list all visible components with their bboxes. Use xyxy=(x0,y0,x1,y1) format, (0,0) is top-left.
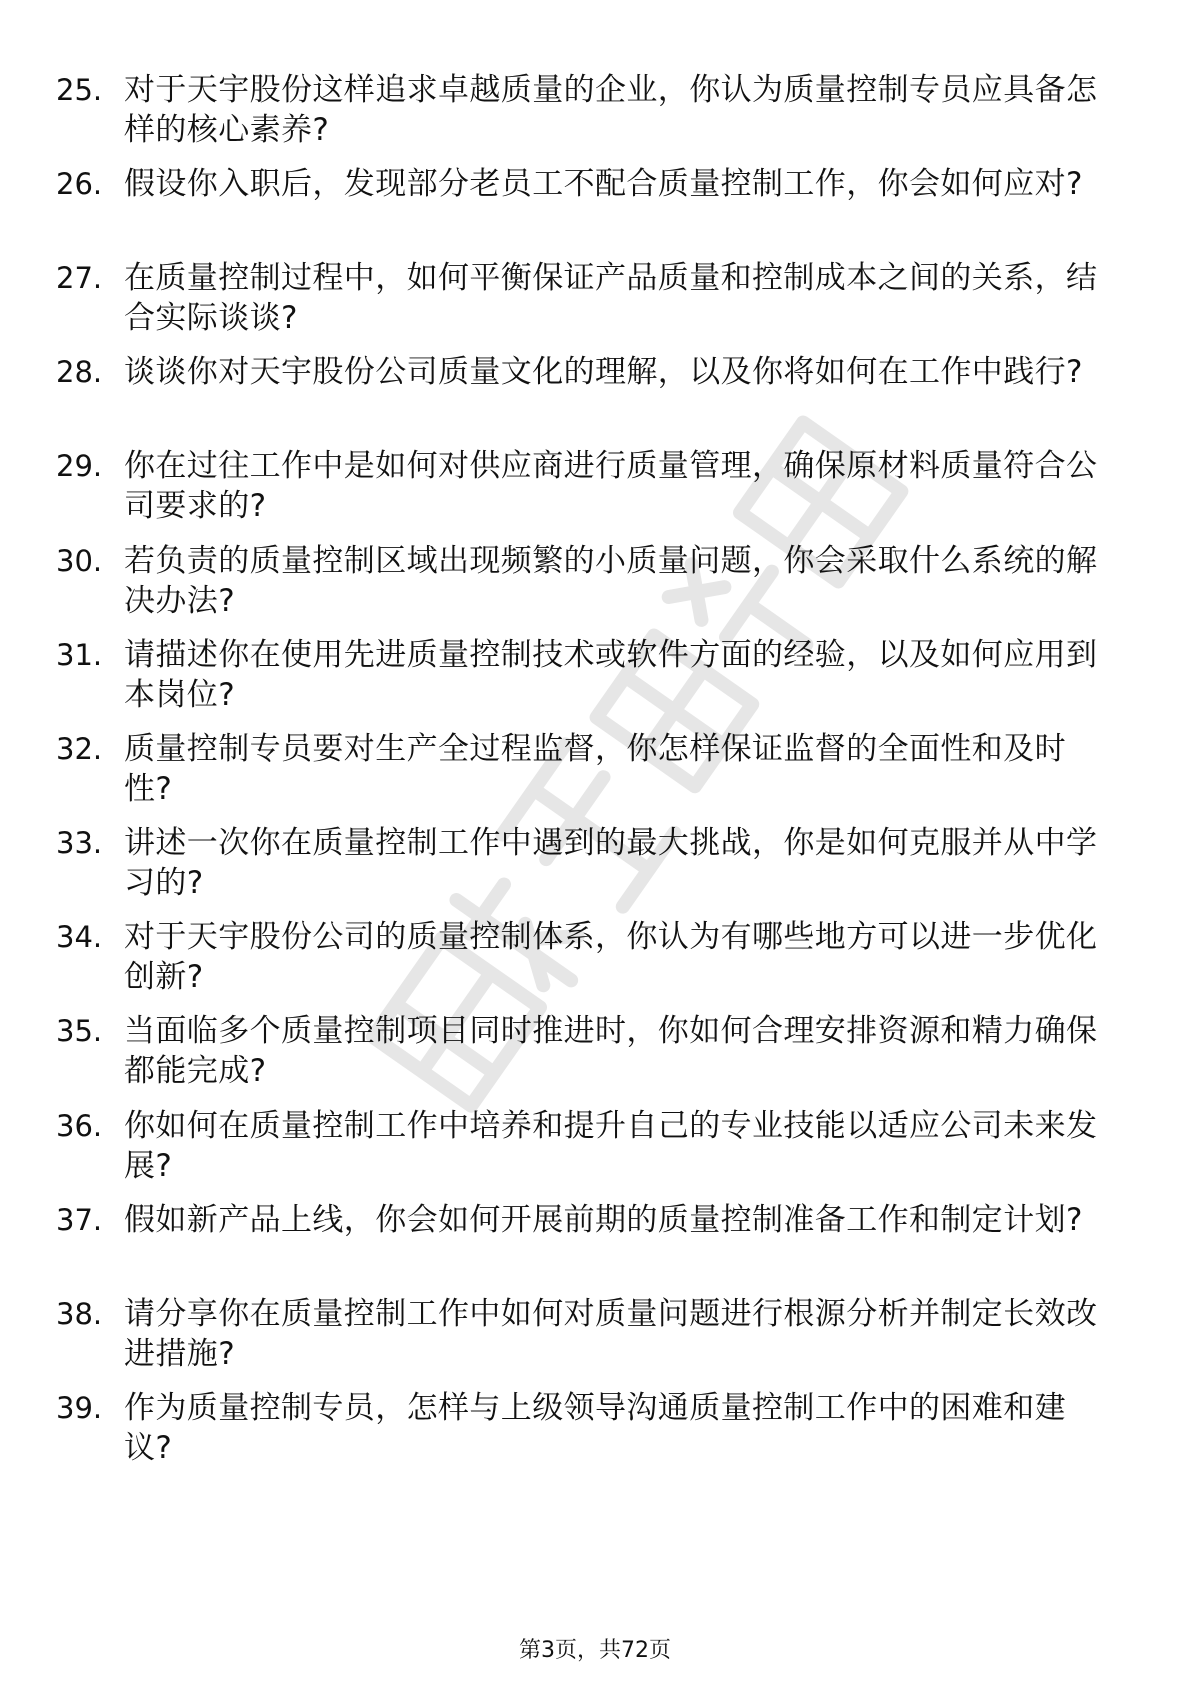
question-number: 27. xyxy=(56,261,103,295)
question-text: 假设你入职后，发现部分老员工不配合质量控制工作，你会如何应对? xyxy=(124,166,1083,202)
question-text: 假如新产品上线，你会如何开展前期的质量控制准备工作和制定计划? xyxy=(124,1202,1083,1238)
page-footer: 第3页，共72页 xyxy=(519,1638,671,1663)
question-text: 请分享你在质量控制工作中如何对质量问题进行根源分析并制定长效改进措施? xyxy=(124,1296,1098,1372)
question-item xyxy=(56,823,1116,913)
question-text: 谈谈你对天宇股份公司质量文化的理解，以及你将如何在工作中践行? xyxy=(124,354,1083,390)
question-number: 32. xyxy=(56,732,103,766)
question-item xyxy=(56,917,1116,1007)
question-item xyxy=(56,635,1116,725)
question-text: 质量控制专员要对生产全过程监督，你怎样保证监督的全面性和及时性? xyxy=(124,731,1066,807)
question-item xyxy=(56,164,1116,254)
question-text: 请描述你在使用先进质量控制技术或软件方面的经验，以及如何应用到本岗位? xyxy=(124,637,1098,713)
question-number: 29. xyxy=(56,449,103,483)
question-text: 讲述一次你在质量控制工作中遇到的最大挑战，你是如何克服并从中学习的? xyxy=(124,825,1098,901)
question-number: 39. xyxy=(56,1391,103,1425)
question-item xyxy=(56,70,1116,160)
question-text: 在质量控制过程中，如何平衡保证产品质量和控制成本之间的关系，结合实际谈谈? xyxy=(124,260,1098,336)
question-number: 30. xyxy=(56,544,103,578)
question-item xyxy=(56,1200,1116,1290)
question-text: 对于天宇股份这样追求卓越质量的企业，你认为质量控制专员应具备怎样的核心素养? xyxy=(124,72,1098,148)
question-number: 38. xyxy=(56,1297,103,1331)
question-text: 若负责的质量控制区域出现频繁的小质量问题，你会采取什么系统的解决办法? xyxy=(124,543,1098,619)
question-item xyxy=(56,446,1116,536)
question-item xyxy=(56,1294,1116,1384)
question-number: 36. xyxy=(56,1109,103,1143)
question-text: 作为质量控制专员，怎样与上级领导沟通质量控制工作中的困难和建议? xyxy=(124,1390,1066,1466)
question-text: 对于天宇股份公司的质量控制体系，你认为有哪些地方可以进一步优化创新? xyxy=(124,919,1098,995)
question-number: 35. xyxy=(56,1014,103,1048)
question-item xyxy=(56,1106,1116,1196)
question-number: 26. xyxy=(56,167,103,201)
question-number: 28. xyxy=(56,355,103,389)
question-text: 你如何在质量控制工作中培养和提升自己的专业技能以适应公司未来发展? xyxy=(124,1108,1098,1184)
question-number: 31. xyxy=(56,638,103,672)
question-item xyxy=(56,729,1116,819)
question-item xyxy=(56,258,1116,348)
question-number: 33. xyxy=(56,826,103,860)
question-number: 25. xyxy=(56,73,103,107)
question-item xyxy=(56,352,1116,442)
question-text: 当面临多个质量控制项目同时推进时，你如何合理安排资源和精力确保都能完成? xyxy=(124,1013,1098,1089)
question-number: 34. xyxy=(56,920,103,954)
question-text: 你在过往工作中是如何对供应商进行质量管理，确保原材料质量符合公司要求的? xyxy=(124,448,1098,524)
question-item xyxy=(56,541,1116,631)
question-item xyxy=(56,1011,1116,1101)
question-number: 37. xyxy=(56,1203,103,1237)
question-item xyxy=(56,1388,1116,1478)
